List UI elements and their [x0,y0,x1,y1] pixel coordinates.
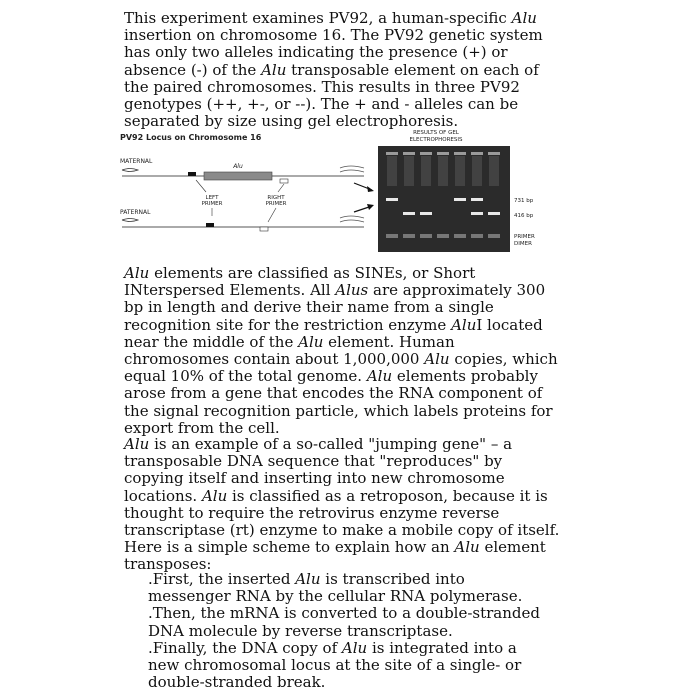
right-primer-pointer [278,184,284,192]
paternal-left-end [122,219,138,222]
gel-title-1: RESULTS OF GEL [413,130,459,136]
italic-term: Alu [341,638,368,657]
italic-term: Alu [454,538,480,557]
italic-term: Alu [424,350,450,369]
jumping-gene-paragraph [124,436,560,574]
primer-dimer-band [403,234,415,238]
maternal-label: MATERNAL [120,158,153,165]
gel-well [437,152,449,155]
text-run: .First, the inserted [148,570,296,588]
text-run: element. Human chromosomes contain about 1,000,000 [124,332,455,369]
gel-smear [421,156,431,186]
step-item [148,571,548,605]
text-run: element transposes: [124,538,546,574]
paternal-right-end [340,216,364,222]
gel-well [471,152,483,155]
text-run: insertion on chromosome 16. The PV92 genetic system has only two alleles indicating the presence (+) or absence (-) of the [124,26,543,79]
gel-band [488,212,500,215]
locus-title: PV92 Locus on Chromosome 16 [120,133,262,142]
gel-smear [472,156,482,186]
left-primer-label-2: PRIMER [201,201,223,207]
step-item [148,605,548,639]
text-run: transposable element on each of the paired chromosomes. This results in three PV92 genotypes (++, +-, or --). The + and - alleles can be separated by size using gel electrophoresis. [124,60,539,131]
gel-smear [438,156,448,186]
primer-dimer-band [471,234,483,238]
paternal-arrowhead [367,204,374,210]
gel-band [386,198,398,201]
pv92-diagram [118,126,558,260]
italic-term: Alu [201,486,228,505]
sine-paragraph [124,265,560,437]
gel-band [471,212,483,215]
text-run: I located near the middle of the [124,315,543,351]
text-run: This experiment examines PV92, a human-specific [124,9,512,27]
text-run: is integrated into a new chromosomal locus at the site of a single- or double-stranded break. [148,638,522,692]
italic-term: Alu [366,367,393,386]
gel-band [403,212,415,215]
step-item [148,640,548,692]
alu-label: Alu [233,163,243,170]
text-run: .Finally, the DNA copy of [148,638,342,657]
maternal-left-end [122,169,138,172]
alu-element [204,172,272,180]
primer-dimer-band [420,234,432,238]
italic-term: Alus [335,281,369,300]
gel-title-2: ELECTROPHORESIS [409,137,463,143]
italic-term: Alu [124,264,150,282]
italic-term: Alu [451,315,477,334]
text-run: is an example of a so-called "jumping gene" – a transposable DNA sequence that "reproduces" by copying itself and inserting into new chromosome locations. [124,435,513,505]
right-primer-label-1: RIGHT [267,195,285,201]
gel-well [403,152,415,155]
right-primer-arrow [268,208,276,222]
italic-term: Alu [261,60,287,79]
gel-smear [489,156,499,186]
band-731-label: 731 bp [514,198,534,204]
band-416-label: 416 bp [514,213,534,219]
intro-paragraph [124,10,560,130]
gel-well [420,152,432,155]
gel-well [454,152,466,155]
maternal-right-end [340,166,364,172]
right-primer-mark [280,179,288,183]
gel-band [420,212,432,215]
left-primer-pointer [196,180,206,192]
gel-band [471,198,483,201]
gel-smear [455,156,465,186]
italic-term: Alu [298,332,324,351]
gel-well [488,152,500,155]
italic-term: Alu [124,435,150,453]
left-primer-label-1: LEFT [205,195,219,201]
gel-band [454,198,466,201]
transposition-steps [148,571,548,691]
paternal-right-primer-mark [260,227,268,231]
primer-dimer-band [437,234,449,238]
text-run: is transcribed into messenger RNA by the cellular RNA polymerase. [148,570,523,606]
text-run: are approximately 300 bp in length and derive their name from a single recognition site for the restriction enzyme [124,281,546,334]
maternal-arrowhead [367,186,374,192]
gel-smear [404,156,414,186]
text-run: is classified as a retroposon, because it is thought to require the retrovirus enzyme reverse transcriptase (rt) enzyme to make a mobile copy of itself. Here is a simple scheme to explain how an [124,486,560,557]
primer-dimer-band [488,234,500,238]
gel-well [386,152,398,155]
primer-dimer-label-2: DIMER [514,241,532,247]
left-primer-mark [188,172,196,176]
gel-smear [387,156,397,186]
italic-term: Alu [511,9,537,27]
text-run: elements are classified as SINEs, or Short INterspersed Elements. All [124,264,476,300]
right-primer-label-2: PRIMER [265,201,287,207]
primer-dimer-band [386,234,398,238]
text-run: copies, which equal 10% of the total genome. [124,350,558,386]
paternal-label: PATERNAL [120,209,151,216]
italic-term: Alu [295,570,321,588]
primer-dimer-label-1: PRIMER [514,234,535,240]
paternal-left-primer-mark [206,223,214,227]
pv92-figure [118,126,558,260]
text-run: elements probably arose from a gene that encodes the RNA component of the signal recognition particle, which labels proteins for export from the cell. [124,367,553,437]
primer-dimer-band [454,234,466,238]
text-run: .Then, the mRNA is converted to a double-stranded DNA molecule by reverse transcriptase. [148,604,540,640]
